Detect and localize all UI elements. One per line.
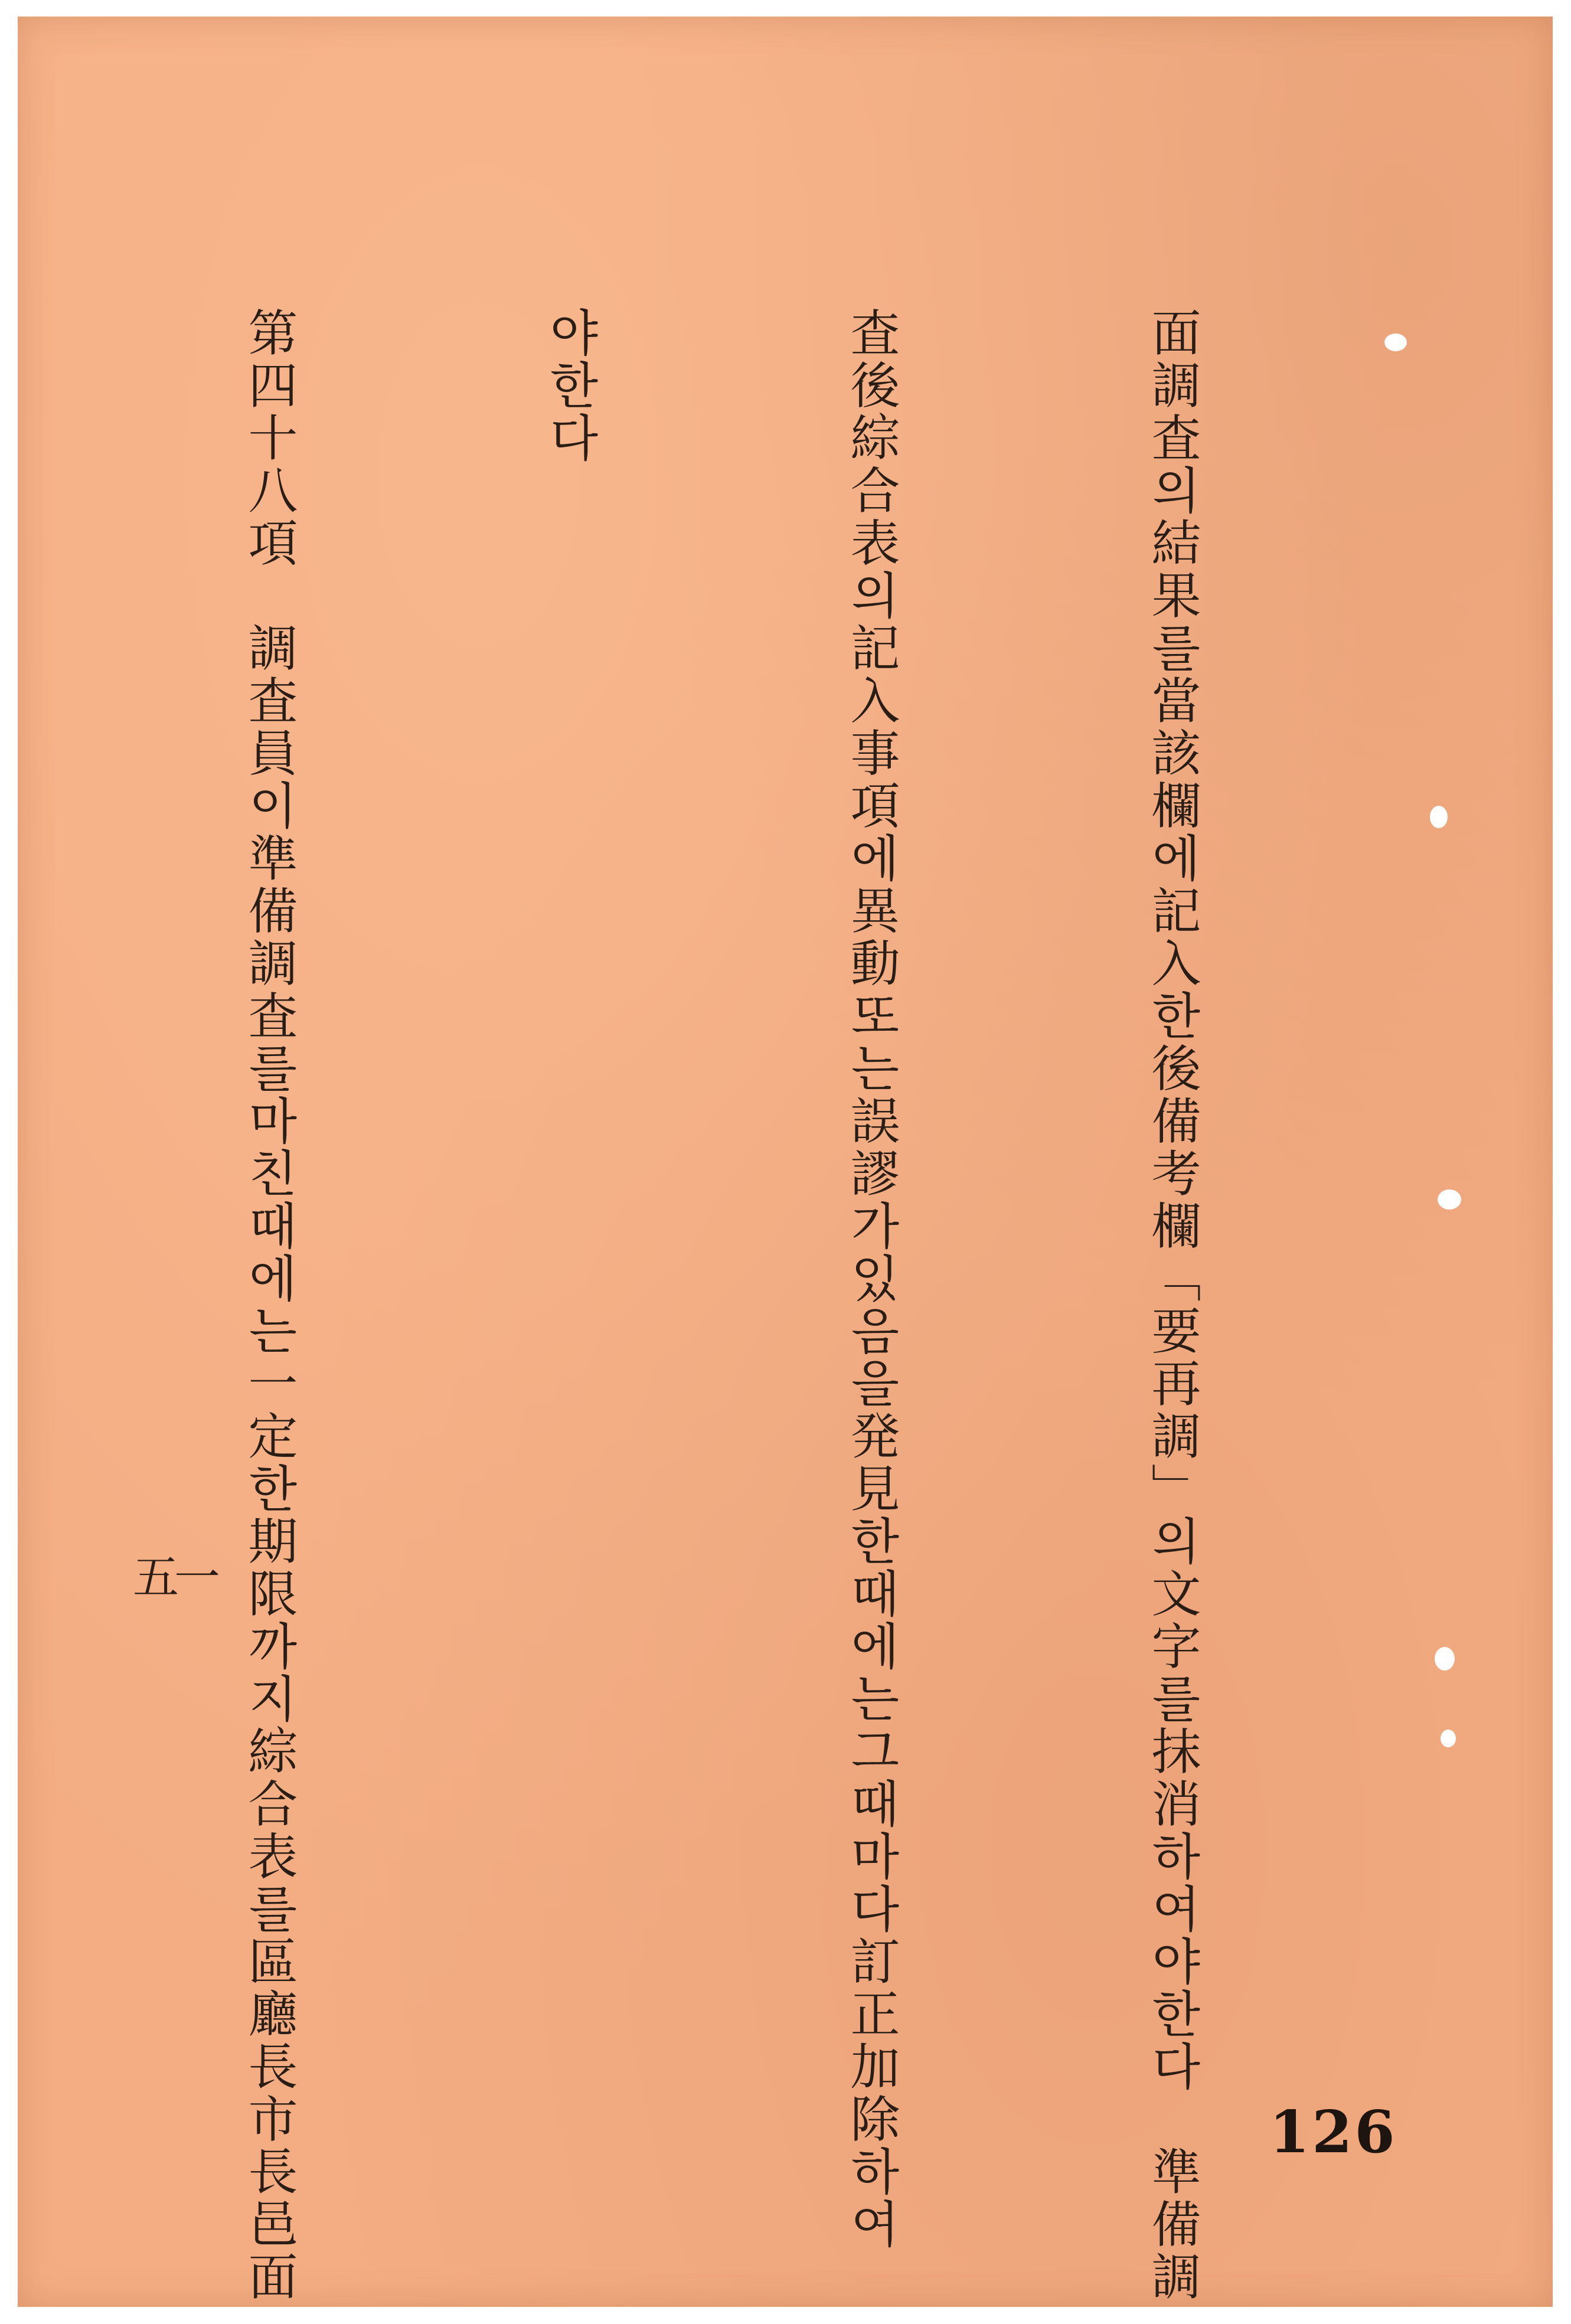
paper-wormhole — [1441, 1730, 1456, 1747]
article-48-line: 第四十八項 調査員이準備調査를마친때에는一定한期限까지綜合表를區廳長市長邑面 — [240, 307, 298, 2303]
text-line — [0, 307, 18, 2078]
paper-wormhole — [1430, 806, 1448, 828]
paper-wormhole — [1438, 1189, 1461, 1210]
page-number: 126 — [1269, 2099, 1397, 2166]
text-line: 面調査의結果를當該欄에記入한後備考欄「要再調」의文字를抹消하여야한다 準備調 — [1144, 307, 1201, 2303]
paper-wormhole — [1435, 1647, 1455, 1671]
folio-mark: 五一 — [133, 1551, 216, 1604]
text-line: 야한다 — [541, 307, 599, 465]
text-line: 査後綜合表의記入事項에異動또는誤謬가있음을発見한때에는그때마다訂正加除하여 — [842, 307, 900, 2251]
